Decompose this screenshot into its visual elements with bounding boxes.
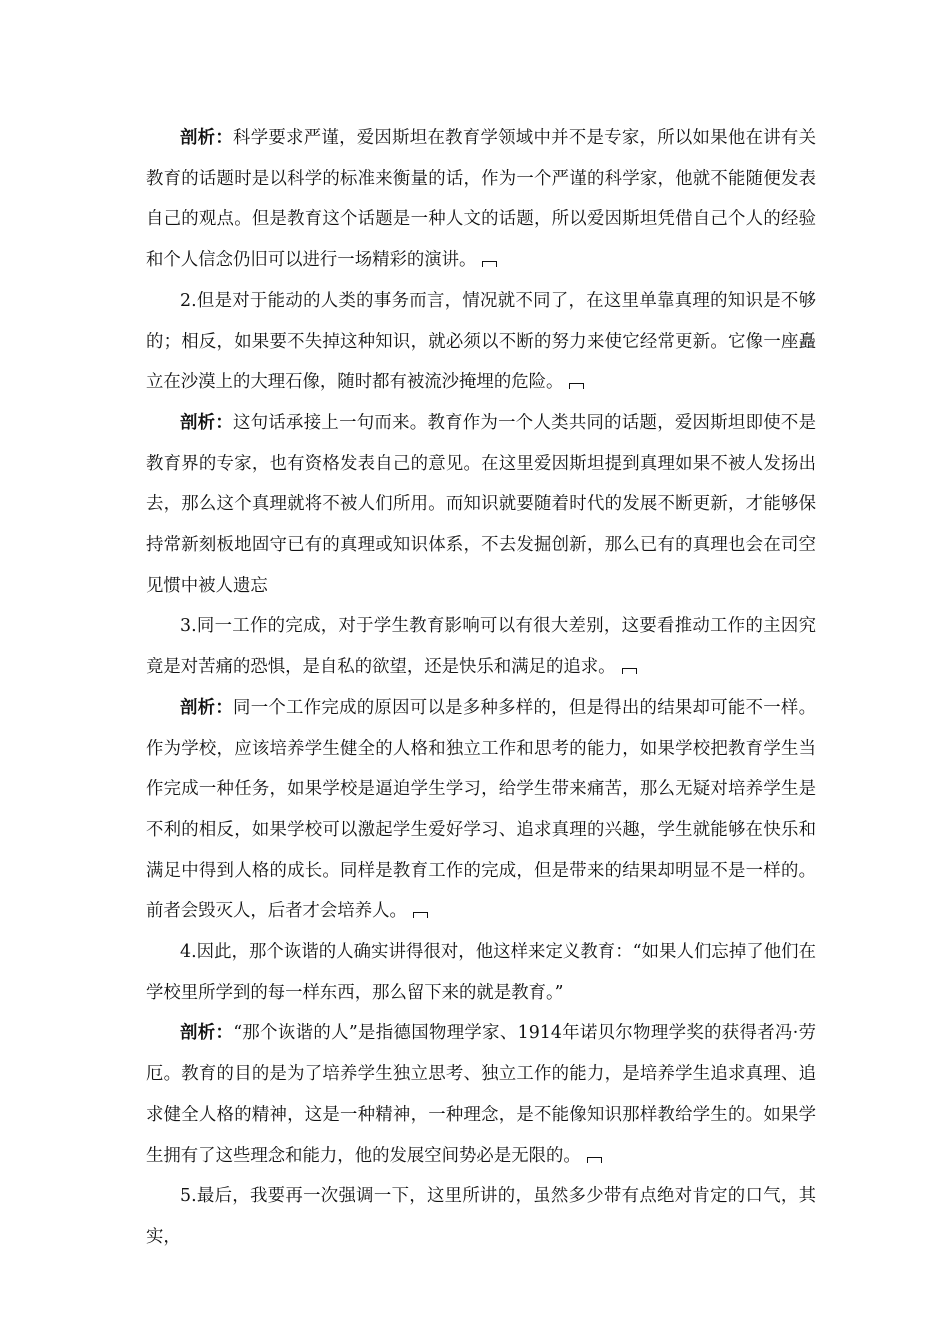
analysis-paragraph-2 bbox=[146, 403, 816, 607]
paragraph-end-mark-icon bbox=[569, 383, 584, 389]
analysis-paragraph-4 bbox=[146, 1013, 816, 1176]
document-body bbox=[146, 118, 816, 1258]
paragraph-end-mark-icon bbox=[413, 912, 428, 918]
paragraph-end-mark-icon bbox=[587, 1157, 602, 1163]
quote-paragraph-4 bbox=[146, 932, 816, 1013]
paragraph-text: “那个诙谐的人”是指德国物理学家、1914年诺贝尔物理学奖的获得者冯·劳厄。教育的目的是为了培养学生独立思考、独立工作的能力，是培养学生追求真理、追求健全人格的精神，这是一种精神，一种理念，是不能像知识那样教给学生的。如果学生拥有了这些理念和能力，他的发展空间势必是无限的。 bbox=[146, 1023, 816, 1166]
paragraph-text: 科学要求严谨，爱因斯坦在教育学领域中并不是专家，所以如果他在讲有关教育的话题时是以科学的标准来衡量的话，作为一个严谨的科学家，他就不能随便发表自己的观点。但是教育这个话题是一种人文的话题，所以爱因斯坦凭借自己个人的经验和个人信念仍旧可以进行一场精彩的演讲。 bbox=[146, 128, 816, 271]
paragraph-text: 同一个工作完成的原因可以是多种多样的，但是得出的结果却可能不一样。作为学校，应该培养学生健全的人格和独立工作和思考的能力，如果学校把教育学生当作完成一种任务，如果学校是逼迫学生学习，给学生带来痛苦，那么无疑对培养学生是不利的相反，如果学校可以激起学生爱好学习、追求真理的兴趣，学生就能够在快乐和满足中得到人格的成长。同样是教育工作的完成，但是带来的结果却明显不是一样的。前者会毁灭人，后者才会培养人。 bbox=[146, 697, 816, 922]
paragraph-text: 3.同一工作的完成，对于学生教育影响可以有很大差别，这要看推动工作的主因究竟是对苦痛的恐惧，是自私的欲望，还是快乐和满足的追求。 bbox=[146, 616, 816, 678]
paragraph-text: 5.最后，我要再一次强调一下，这里所讲的，虽然多少带有点绝对肯定的口气，其实， bbox=[146, 1186, 816, 1247]
paragraph-end-mark-icon bbox=[482, 261, 497, 267]
analysis-paragraph-1 bbox=[146, 118, 816, 281]
quote-paragraph-2 bbox=[146, 281, 816, 403]
analysis-label: 剖析： bbox=[180, 697, 234, 718]
analysis-label: 剖析： bbox=[180, 412, 234, 433]
paragraph-end-mark-icon bbox=[622, 668, 637, 674]
analysis-label: 剖析： bbox=[180, 128, 234, 148]
analysis-paragraph-3 bbox=[146, 688, 816, 932]
quote-paragraph-5 bbox=[146, 1176, 816, 1257]
analysis-label: 剖析： bbox=[180, 1023, 234, 1044]
paragraph-text: 4.因此，那个诙谐的人确实讲得很对，他这样来定义教育：“如果人们忘掉了他们在学校里所学到的每一样东西，那么留下来的就是教育。” bbox=[146, 942, 816, 1003]
paragraph-text: 这句话承接上一句而来。教育作为一个人类共同的话题，爱因斯坦即使不是教育界的专家，也有资格发表自己的意见。在这里爱因斯坦提到真理如果不被人发扬出去，那么这个真理就将不被人们所用。而知识就要随着时代的发展不断更新，才能够保持常新刻板地固守已有的真理或知识体系，不去发掘创新，那么已有的真理也会在司空见惯中被人遗忘 bbox=[146, 412, 816, 596]
quote-paragraph-3 bbox=[146, 606, 816, 687]
paragraph-text: 2.但是对于能动的人类的事务而言，情况就不同了，在这里单靠真理的知识是不够的；相反，如果要不失掉这种知识，就必须以不断的努力来使它经常更新。它像一座矗立在沙漠上的大理石像，随时都有被流沙掩埋的危险。 bbox=[146, 290, 816, 393]
